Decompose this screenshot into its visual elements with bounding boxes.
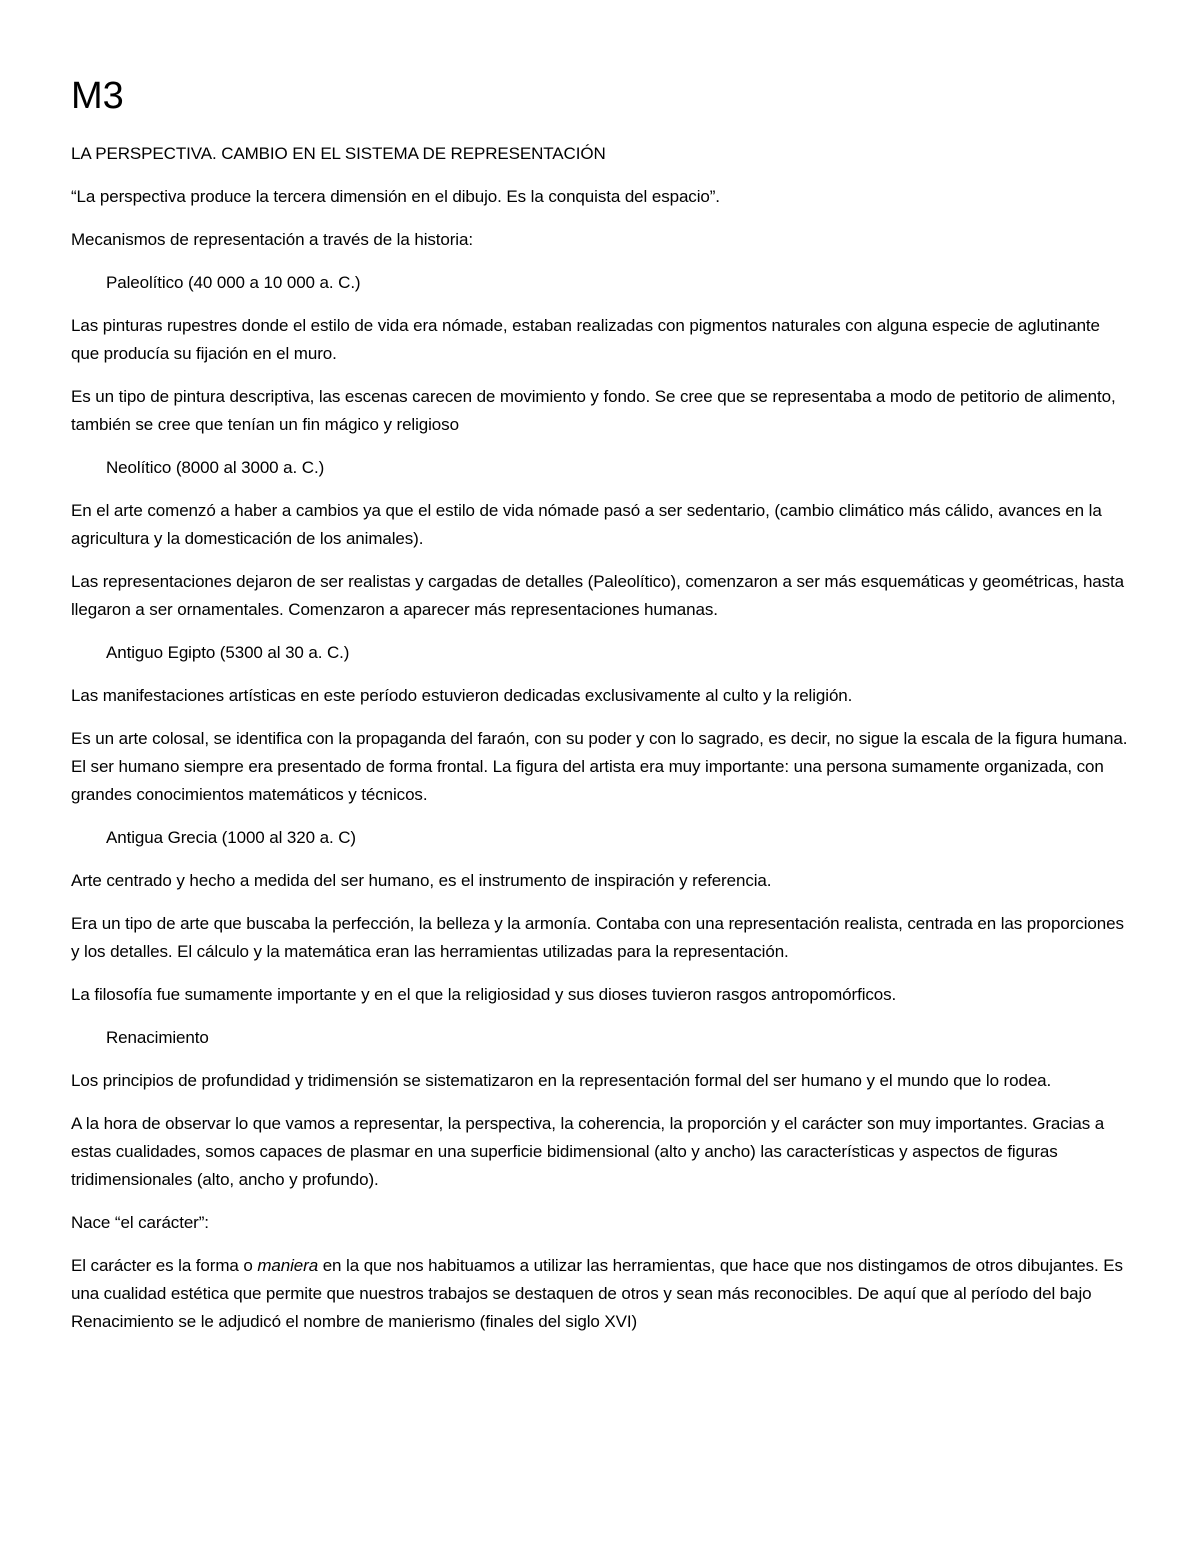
document-title: M3 bbox=[71, 75, 124, 117]
body-paragraph: Las representaciones dejaron de ser realistas y cargadas de detalles (Paleolítico), comenzaron a ser más esquemáticas y geométricas, hasta llegaron a ser ornamentales. Comenzaron a aparecer más representaciones humanas. bbox=[71, 572, 1125, 619]
last-paragraph bbox=[71, 1252, 1131, 1336]
body-paragraph: Es un tipo de pintura descriptiva, las escenas carecen de movimiento y fondo. Se cree que se representaba a modo de petitorio de alimento, también se cree que tenían un fin mágico y religioso bbox=[71, 387, 1116, 434]
body-paragraph: Arte centrado y hecho a medida del ser humano, es el instrumento de inspiración y referencia. bbox=[71, 871, 772, 890]
body-paragraph: A la hora de observar lo que vamos a representar, la perspectiva, la coherencia, la proporción y el carácter son muy importantes. Gracias a estas cualidades, somos capaces de plasmar en una superficie bidimensional (alto y ancho) las características y aspectos de figuras tridimensionales (alto, ancho y profundo). bbox=[71, 1114, 1105, 1189]
body-paragraph: En el arte comenzó a haber a cambios ya que el estilo de vida nómade pasó a ser sedentario, (cambio climático más cálido, avances en la agricultura y la domesticación de los animales). bbox=[71, 501, 1102, 548]
period-heading-neolitico: Neolítico (8000 al 3000 a. C.) bbox=[106, 458, 325, 477]
period-heading-egipto: Antiguo Egipto (5300 al 30 a. C.) bbox=[106, 643, 350, 662]
last-paragraph-end: en la que nos habituamos a utilizar las herramientas, que hace que nos distingamos de otros dibujantes. Es una cualidad estética que permite que nuestros trabajos se destaquen de otros y sean más reconocibles. De aquí que al período del bajo Renacimiento se le adjudicó el nombre de manierismo (finales del siglo XVI) bbox=[71, 1256, 1123, 1331]
last-paragraph-start: El carácter es la forma o bbox=[71, 1256, 258, 1275]
body-paragraph: Nace “el carácter”: bbox=[71, 1213, 209, 1232]
document-page bbox=[71, 70, 1131, 1351]
quote-paragraph: “La perspectiva produce la tercera dimensión en el dibujo. Es la conquista del espacio”. bbox=[71, 187, 720, 206]
period-heading-renacimiento: Renacimiento bbox=[106, 1028, 209, 1047]
body-paragraph: Las manifestaciones artísticas en este período estuvieron dedicadas exclusivamente al culto y la religión. bbox=[71, 686, 853, 705]
period-heading-paleolitico: Paleolítico (40 000 a 10 000 a. C.) bbox=[106, 273, 361, 292]
italic-term: maniera bbox=[257, 1256, 319, 1275]
period-heading-grecia: Antigua Grecia (1000 al 320 a. C) bbox=[106, 828, 356, 847]
body-paragraph: Era un tipo de arte que buscaba la perfección, la belleza y la armonía. Contaba con una representación realista, centrada en las proporciones y los detalles. El cálculo y la matemática eran las herramientas utilizadas para la representación. bbox=[71, 914, 1124, 961]
intro-paragraph: Mecanismos de representación a través de la historia: bbox=[71, 230, 473, 249]
body-paragraph: Las pinturas rupestres donde el estilo de vida era nómade, estaban realizadas con pigmentos naturales con alguna especie de aglutinante que producía su fijación en el muro. bbox=[71, 316, 1100, 363]
body-paragraph: La filosofía fue sumamente importante y en el que la religiosidad y sus dioses tuvieron rasgos antropomórficos. bbox=[71, 985, 897, 1004]
body-paragraph: Es un arte colosal, se identifica con la propaganda del faraón, con su poder y con lo sagrado, es decir, no sigue la escala de la figura humana. El ser humano siempre era presentado de forma frontal. La figura del artista era muy importante: una persona sumamente organizada, con grandes conocimientos matemáticos y técnicos. bbox=[71, 729, 1128, 804]
section-heading: LA PERSPECTIVA. CAMBIO EN EL SISTEMA DE REPRESENTACIÓN bbox=[71, 144, 606, 163]
body-paragraph: Los principios de profundidad y tridimensión se sistematizaron en la representación formal del ser humano y el mundo que lo rodea. bbox=[71, 1071, 1052, 1090]
